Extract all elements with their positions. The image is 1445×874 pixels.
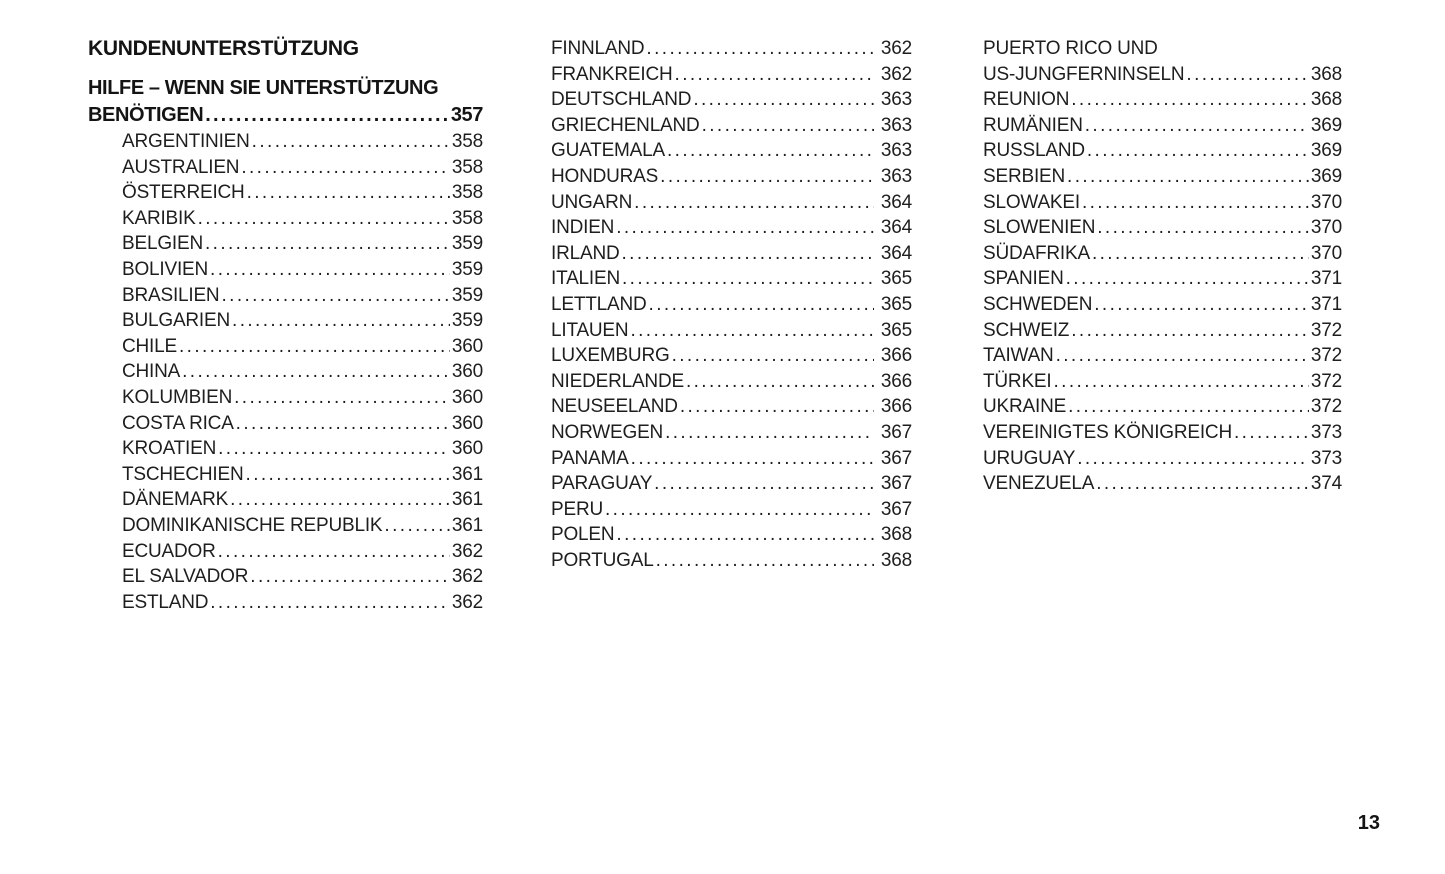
toc-entry-list xyxy=(88,129,483,615)
dot-leader xyxy=(234,385,450,411)
dot-leader xyxy=(1234,420,1309,446)
toc-entry-label: ARGENTINIEN xyxy=(122,131,250,152)
toc-entry-label: RUMÄNIEN xyxy=(983,114,1083,136)
section-title-line: HILFE – WENN SIE UNTERSTÜTZUNG xyxy=(88,77,439,99)
toc-entry xyxy=(983,241,1342,267)
dot-leader xyxy=(252,129,450,155)
toc-entry-page: 366 xyxy=(880,345,912,367)
toc-entry xyxy=(122,206,483,232)
toc-entry-page: 368 xyxy=(1310,89,1342,111)
dot-leader xyxy=(218,436,450,462)
toc-entry-page: 368 xyxy=(880,524,912,546)
toc-entry-page: 359 xyxy=(451,258,483,280)
dot-leader xyxy=(1092,241,1309,267)
toc-entry-page: 371 xyxy=(1310,293,1342,315)
toc-entry-label: COSTA RICA xyxy=(122,412,234,434)
dot-leader xyxy=(686,369,874,395)
toc-entry xyxy=(122,308,483,334)
dot-leader xyxy=(605,497,874,523)
toc-entry-label: DEUTSCHLAND xyxy=(551,89,692,111)
toc-entry-page: 370 xyxy=(1310,242,1342,264)
toc-entry xyxy=(983,369,1342,395)
toc-entry-label: KROATIEN xyxy=(122,438,217,460)
toc-entry-label: SPANIEN xyxy=(983,268,1064,290)
dot-leader xyxy=(205,102,449,129)
dot-leader xyxy=(1071,318,1309,344)
toc-entry-page: 372 xyxy=(1310,396,1342,418)
dot-leader xyxy=(198,206,450,232)
dot-leader xyxy=(622,266,874,292)
toc-entry xyxy=(551,292,912,318)
toc-entry-page: 364 xyxy=(880,217,912,239)
toc-entry-label: ECUADOR xyxy=(122,540,216,562)
dot-leader xyxy=(693,87,874,113)
toc-entry xyxy=(551,369,912,395)
toc-entry xyxy=(122,334,483,360)
dot-leader xyxy=(631,446,874,472)
toc-entry-label: LITAUEN xyxy=(551,319,629,341)
toc-entry xyxy=(983,87,1342,113)
toc-entry xyxy=(122,462,483,488)
toc-entry-page: 360 xyxy=(451,335,483,357)
toc-entry xyxy=(551,420,912,446)
toc-entry xyxy=(122,385,483,411)
toc-entry xyxy=(551,87,912,113)
toc-entry xyxy=(551,190,912,216)
toc-entry xyxy=(983,164,1342,190)
toc-entry-page: 361 xyxy=(451,514,483,536)
toc-entry-page: 373 xyxy=(1310,447,1342,469)
toc-entry xyxy=(983,190,1342,216)
toc-entry xyxy=(122,257,483,283)
toc-entry xyxy=(551,343,912,369)
dot-leader xyxy=(1066,266,1309,292)
toc-entry xyxy=(122,359,483,385)
toc-entry-label: TAIWAN xyxy=(983,345,1054,367)
toc-entry-label: UNGARN xyxy=(551,191,633,213)
toc-entry-label: LUXEMBURG xyxy=(551,345,670,367)
toc-entry-label: DOMINIKANISCHE REPUBLIK xyxy=(122,514,383,536)
toc-entry-pre-line: PUERTO RICO UND xyxy=(983,38,1158,59)
toc-entry xyxy=(551,497,912,523)
dot-leader xyxy=(616,522,873,548)
toc-column-3 xyxy=(983,36,1342,497)
toc-entry xyxy=(122,231,483,257)
toc-entry-label: KARIBIK xyxy=(122,207,196,229)
dot-leader xyxy=(241,155,450,181)
toc-entry-page: 362 xyxy=(451,540,483,562)
dot-leader xyxy=(672,343,874,369)
toc-entry xyxy=(551,36,912,62)
toc-entry-page: 363 xyxy=(880,165,912,187)
toc-entry-page: 365 xyxy=(880,293,912,315)
toc-entry-page: 361 xyxy=(451,489,483,511)
toc-entry-page: 369 xyxy=(1310,114,1342,136)
toc-entry-page: 371 xyxy=(1310,268,1342,290)
dot-leader xyxy=(616,215,874,241)
toc-entry-page: 370 xyxy=(1310,217,1342,239)
toc-entry-label: PORTUGAL xyxy=(551,549,654,571)
dot-leader xyxy=(1056,343,1309,369)
toc-entry-label: RUSSLAND xyxy=(983,140,1085,162)
dot-leader xyxy=(621,241,873,267)
toc-entry-label: PANAMA xyxy=(551,447,629,469)
toc-entry xyxy=(122,283,483,309)
dot-leader xyxy=(205,231,450,257)
dot-leader xyxy=(1094,292,1309,318)
toc-entry xyxy=(983,446,1342,472)
toc-entry-label: NEUSEELAND xyxy=(551,396,678,418)
toc-entry-page: 364 xyxy=(880,242,912,264)
toc-entry xyxy=(983,62,1342,88)
toc-entry-page: 366 xyxy=(880,396,912,418)
toc-entry-page: 369 xyxy=(1310,165,1342,187)
toc-entry-page: 364 xyxy=(880,191,912,213)
dot-leader xyxy=(654,471,874,497)
toc-entry-page: 363 xyxy=(880,140,912,162)
toc-entry-page: 360 xyxy=(451,386,483,408)
dot-leader xyxy=(646,36,873,62)
toc-entry-page: 372 xyxy=(1310,319,1342,341)
toc-entry xyxy=(551,471,912,497)
toc-entry xyxy=(122,155,483,181)
toc-entry-list xyxy=(551,36,912,573)
dot-leader xyxy=(1082,190,1309,216)
toc-entry xyxy=(551,548,912,574)
toc-entry-label: LETTLAND xyxy=(551,293,647,315)
toc-entry xyxy=(983,266,1342,292)
toc-entry-page: 362 xyxy=(451,591,483,613)
toc-entry-page: 370 xyxy=(1310,191,1342,213)
toc-entry-label: POLEN xyxy=(551,524,615,546)
toc-entry xyxy=(122,129,483,155)
toc-entry-label: AUSTRALIEN xyxy=(122,156,240,178)
toc-entry-label: CHINA xyxy=(122,361,181,383)
toc-entry-label: BENÖTIGEN xyxy=(88,104,204,126)
toc-entry-label: CHILE xyxy=(122,335,177,357)
dot-leader xyxy=(246,462,450,488)
toc-entry-page: 373 xyxy=(1310,421,1342,443)
toc-entry xyxy=(983,215,1342,241)
toc-entry-page: 367 xyxy=(880,498,912,520)
dot-leader xyxy=(660,164,874,190)
dot-leader xyxy=(236,411,450,437)
toc-entry-label: ITALIEN xyxy=(551,268,620,290)
toc-entry-page: 358 xyxy=(451,131,483,152)
toc-entry-page: 357 xyxy=(450,104,483,126)
toc-entry xyxy=(983,420,1342,446)
toc-entry-label: UKRAINE xyxy=(983,396,1067,418)
toc-entry xyxy=(551,215,912,241)
dot-leader xyxy=(1068,394,1309,420)
dot-leader xyxy=(1071,87,1309,113)
dot-leader xyxy=(210,257,450,283)
toc-entry-page: 372 xyxy=(1310,345,1342,367)
toc-entry xyxy=(551,113,912,139)
dot-leader xyxy=(665,420,874,446)
toc-entry xyxy=(122,513,483,539)
toc-entry-label: SERBIEN xyxy=(983,165,1066,187)
toc-entry xyxy=(122,487,483,513)
dot-leader xyxy=(218,539,450,565)
toc-entry-page: 365 xyxy=(880,319,912,341)
toc-entry-page: 374 xyxy=(1310,473,1342,495)
toc-entry xyxy=(551,266,912,292)
toc-entry xyxy=(983,113,1342,139)
toc-entry-page: 368 xyxy=(1310,63,1342,85)
toc-entry xyxy=(122,411,483,437)
toc-entry xyxy=(551,394,912,420)
toc-entry-label: PERU xyxy=(551,498,603,520)
toc-entry-label: HONDURAS xyxy=(551,165,659,187)
toc-entry-label: GUATEMALA xyxy=(551,140,665,162)
dot-leader xyxy=(675,62,874,88)
toc-entry-page: 366 xyxy=(880,370,912,392)
toc-entry-label: EL SALVADOR xyxy=(122,566,249,588)
dot-leader xyxy=(1053,369,1308,395)
dot-leader xyxy=(384,513,449,539)
toc-column-2 xyxy=(551,36,912,573)
toc-entry-page: 360 xyxy=(451,438,483,460)
toc-entry-label: SLOWENIEN xyxy=(983,217,1096,239)
dot-leader xyxy=(702,113,874,139)
toc-entry-label: US-JUNGFERNINSELN xyxy=(983,63,1185,85)
toc-entry-page: 367 xyxy=(880,421,912,443)
page-number: 13 xyxy=(1357,812,1380,834)
toc-entry xyxy=(122,180,483,206)
toc-entry-page: 362 xyxy=(880,63,912,85)
toc-entry-label: IRLAND xyxy=(551,242,620,264)
toc-entry-page: 372 xyxy=(1310,370,1342,392)
toc-entry-label: BELGIEN xyxy=(122,233,203,255)
dot-leader xyxy=(250,564,450,590)
dot-leader xyxy=(1097,215,1309,241)
toc-entry-page: 359 xyxy=(451,310,483,332)
dot-leader xyxy=(680,394,874,420)
dot-leader xyxy=(210,590,450,616)
toc-entry xyxy=(983,394,1342,420)
dot-leader xyxy=(634,190,874,216)
toc-entry xyxy=(551,164,912,190)
dot-leader xyxy=(221,283,449,309)
toc-entry-label: SLOWAKEI xyxy=(983,191,1080,213)
toc-entry-page: 369 xyxy=(1310,140,1342,162)
toc-entry-label: TSCHECHIEN xyxy=(122,463,244,485)
toc-entry-label: VENEZUELA xyxy=(983,473,1095,495)
toc-entry-label: ÖSTERREICH xyxy=(122,182,245,204)
toc-entry-label: GRIECHENLAND xyxy=(551,114,700,136)
toc-entry xyxy=(551,62,912,88)
dot-leader xyxy=(1087,138,1309,164)
toc-entry xyxy=(122,539,483,565)
toc-entry-label: SÜDAFRIKA xyxy=(983,242,1090,264)
toc-entry-page: 361 xyxy=(451,463,483,485)
toc-entry-label: SCHWEIZ xyxy=(983,319,1070,341)
dot-leader xyxy=(1067,164,1309,190)
toc-entry xyxy=(983,138,1342,164)
toc-entry-page: 358 xyxy=(451,156,483,178)
toc-entry-label: FRANKREICH xyxy=(551,63,673,85)
toc-entry-page: 363 xyxy=(880,89,912,111)
toc-entry-page: 362 xyxy=(451,566,483,588)
toc-entry-page: 365 xyxy=(880,268,912,290)
dot-leader xyxy=(667,138,874,164)
toc-entry-label: SCHWEDEN xyxy=(983,293,1093,315)
toc-entry xyxy=(551,138,912,164)
toc-entry xyxy=(983,343,1342,369)
toc-entry-label: KOLUMBIEN xyxy=(122,386,233,408)
dot-leader xyxy=(656,548,874,574)
dot-leader xyxy=(630,318,873,344)
toc-entry xyxy=(983,292,1342,318)
toc-entry-list xyxy=(983,36,1342,497)
toc-entry xyxy=(551,241,912,267)
toc-entry xyxy=(551,318,912,344)
toc-entry-label: BRASILIEN xyxy=(122,284,220,306)
toc-entry-label: VEREINIGTES KÖNIGREICH xyxy=(983,421,1232,443)
toc-entry-label: ESTLAND xyxy=(122,591,209,613)
toc-entry xyxy=(88,102,483,129)
toc-entry xyxy=(551,522,912,548)
toc-entry-page: 360 xyxy=(451,412,483,434)
dot-leader xyxy=(232,308,450,334)
toc-entry-label: URUGUAY xyxy=(983,447,1076,469)
toc-entry-label: FINNLAND xyxy=(551,38,645,59)
toc-entry-label: NORWEGEN xyxy=(551,421,664,443)
toc-entry-page: 368 xyxy=(880,549,912,571)
dot-leader xyxy=(1186,62,1308,88)
toc-entry-page: 359 xyxy=(451,284,483,306)
dot-leader xyxy=(649,292,874,318)
toc-entry-label: REUNION xyxy=(983,89,1070,111)
toc-entry xyxy=(551,446,912,472)
toc-entry-label: NIEDERLANDE xyxy=(551,370,684,392)
toc-entry-page: 362 xyxy=(880,38,912,59)
toc-entry-page: 367 xyxy=(880,473,912,495)
toc-entry-page: 359 xyxy=(451,233,483,255)
toc-entry-label: BOLIVIEN xyxy=(122,258,209,280)
dot-leader xyxy=(179,334,450,360)
toc-entry xyxy=(983,471,1342,497)
toc-entry-page: 367 xyxy=(880,447,912,469)
toc-entry-page: 358 xyxy=(451,182,483,204)
toc-entry-label: BULGARIEN xyxy=(122,310,231,332)
toc-column-1 xyxy=(88,36,483,615)
toc-entry-label: PARAGUAY xyxy=(551,473,653,495)
toc-entry-page: 360 xyxy=(451,361,483,383)
dot-leader xyxy=(182,359,450,385)
toc-entry-label: TÜRKEI xyxy=(983,370,1052,392)
dot-leader xyxy=(1096,471,1309,497)
toc-entry xyxy=(122,436,483,462)
toc-entry xyxy=(983,318,1342,344)
dot-leader xyxy=(1077,446,1309,472)
toc-entry-page: 363 xyxy=(880,114,912,136)
toc-entry-label: INDIEN xyxy=(551,217,615,239)
toc-entry xyxy=(122,590,483,616)
chapter-title: KUNDENUNTERSTÜTZUNG xyxy=(88,37,359,60)
dot-leader xyxy=(247,180,450,206)
toc-entry-label: DÄNEMARK xyxy=(122,489,229,511)
toc-entry xyxy=(122,564,483,590)
dot-leader xyxy=(1085,113,1309,139)
toc-entry-page: 358 xyxy=(451,207,483,229)
dot-leader xyxy=(230,487,450,513)
